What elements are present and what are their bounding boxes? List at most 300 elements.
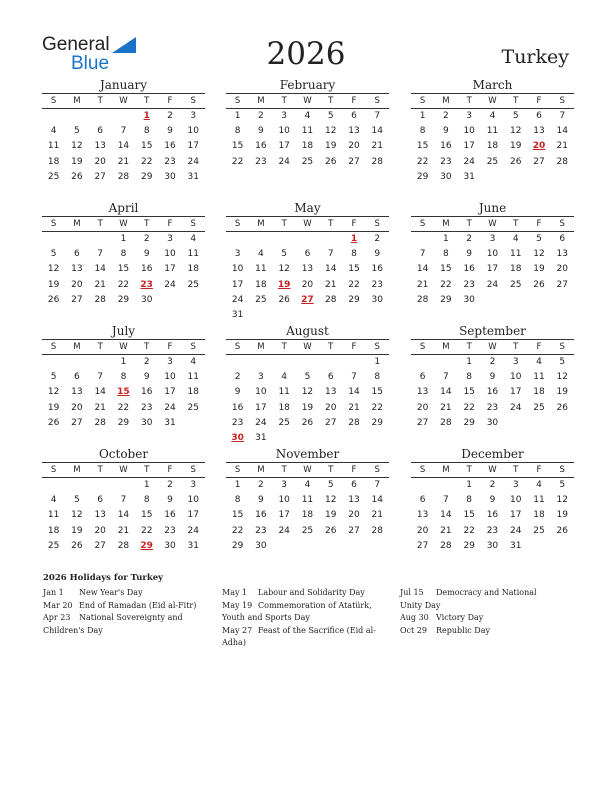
day-cell: 20 <box>94 525 106 536</box>
day-cell: 10 <box>463 126 475 137</box>
empty-day-cell <box>249 355 272 370</box>
week-row <box>411 155 574 170</box>
day-cell: 17 <box>255 402 267 413</box>
day-cell: 26 <box>556 402 568 413</box>
day-cell: 22 <box>140 525 153 536</box>
weekday-label: W <box>488 219 497 229</box>
week-row <box>226 278 389 293</box>
day-cell: 22 <box>440 279 452 290</box>
day-cell: 19 <box>556 510 568 521</box>
weekday-label: T <box>144 219 150 229</box>
week-row <box>411 385 574 400</box>
day-cell: 4 <box>536 480 542 490</box>
day-cell: 30 <box>371 294 383 305</box>
day-cell: 21 <box>117 156 130 167</box>
day-cell: 13 <box>533 126 545 137</box>
day-cell: 7 <box>419 249 426 260</box>
day-cell: 20 <box>324 402 337 413</box>
month-april <box>42 201 205 308</box>
week-row <box>226 385 389 400</box>
week-row <box>411 524 574 539</box>
day-cell: 7 <box>120 495 127 506</box>
day-cell: 21 <box>556 141 568 152</box>
day-cell: 28 <box>94 294 106 305</box>
day-cell: 14 <box>117 510 130 521</box>
day-cell: 5 <box>559 357 566 367</box>
empty-day-cell <box>182 416 205 431</box>
day-cell: 27 <box>94 540 106 551</box>
day-cell: 12 <box>533 249 545 260</box>
day-cell: 4 <box>281 372 288 383</box>
empty-day-cell <box>89 478 112 493</box>
day-cell: 16 <box>255 141 267 152</box>
day-cell: 13 <box>416 387 429 398</box>
holiday-item-date: Mar 20 <box>43 600 73 610</box>
week-row <box>42 385 205 400</box>
week-row <box>411 170 574 185</box>
day-cell: 26 <box>301 417 314 428</box>
day-cell: 3 <box>489 234 496 244</box>
empty-day-cell <box>273 308 296 323</box>
day-cell: 22 <box>348 279 360 290</box>
day-cell: 4 <box>304 480 311 490</box>
holiday-item-date: Jul 15 <box>400 588 424 597</box>
empty-day-cell <box>319 355 342 370</box>
day-cell: 15 <box>348 264 360 275</box>
day-cell: 14 <box>94 264 106 275</box>
empty-day-cell <box>434 355 457 370</box>
week-row <box>226 355 389 370</box>
holiday-item <box>400 625 560 638</box>
weekday-label: W <box>488 342 497 352</box>
empty-day-cell <box>296 539 319 554</box>
week-row <box>411 232 574 247</box>
day-cell: 10 <box>187 495 199 506</box>
day-cell: 25 <box>255 294 267 305</box>
empty-day-cell <box>366 431 389 446</box>
day-cell: 14 <box>371 126 383 137</box>
weekday-label: S <box>419 342 426 352</box>
day-cell: 4 <box>190 357 197 367</box>
week-row <box>411 401 574 416</box>
day-cell: 9 <box>258 126 264 137</box>
day-cell: 16 <box>140 264 153 275</box>
day-cell: 28 <box>371 525 383 536</box>
week-row <box>411 416 574 431</box>
day-cell: 10 <box>278 126 290 137</box>
day-cell: 28 <box>371 156 383 167</box>
day-cell: 22 <box>117 402 130 413</box>
week-row <box>411 508 574 523</box>
day-cell: 27 <box>533 156 545 167</box>
day-cell: 12 <box>47 387 60 398</box>
holiday-item-date: May 19 <box>222 600 253 610</box>
weekday-label: T <box>144 96 150 106</box>
day-cell: 27 <box>416 540 429 551</box>
day-cell: 30 <box>486 417 499 428</box>
day-cell: 19 <box>71 156 83 167</box>
week-row <box>411 539 574 554</box>
day-cell: 21 <box>440 402 452 413</box>
day-cell: 4 <box>50 126 57 137</box>
day-cell: 22 <box>463 525 475 536</box>
holiday-item <box>43 587 203 600</box>
holiday-item <box>222 625 382 650</box>
day-cell: 20 <box>416 402 429 413</box>
day-cell: 2 <box>234 372 241 383</box>
weekday-label: S <box>234 96 241 106</box>
day-cell: 1 <box>120 357 127 367</box>
day-cell: 1 <box>374 357 381 367</box>
day-cell: 4 <box>304 111 311 121</box>
empty-day-cell <box>42 109 65 124</box>
holiday-item <box>43 600 203 613</box>
day-cell: 5 <box>327 480 334 490</box>
week-row <box>411 355 574 370</box>
day-cell: 13 <box>348 126 360 137</box>
month-title: May <box>294 201 321 215</box>
month-title: January <box>99 78 148 92</box>
day-cell: 28 <box>440 417 452 428</box>
month-august <box>226 324 389 446</box>
day-cell: 10 <box>255 387 267 398</box>
weekday-header <box>226 217 389 232</box>
day-cell: 2 <box>258 111 264 121</box>
day-cell: 14 <box>556 126 568 137</box>
day-cell: 26 <box>509 156 522 167</box>
weekday-label: S <box>190 342 196 352</box>
day-cell: 13 <box>324 387 337 398</box>
day-cell: 31 <box>164 417 176 428</box>
day-cell: 11 <box>187 372 199 383</box>
day-cell: 16 <box>231 402 244 413</box>
month-december <box>411 447 574 554</box>
day-cell: 11 <box>255 264 267 275</box>
day-cell: 3 <box>512 357 519 367</box>
day-cell: 12 <box>71 510 83 521</box>
day-cell: 18 <box>278 402 290 413</box>
empty-day-cell <box>319 232 342 247</box>
day-cell: 5 <box>281 249 288 260</box>
day-cell: 24 <box>463 156 475 167</box>
weekday-label: T <box>466 96 472 106</box>
weekday-label: T <box>281 465 287 475</box>
weekday-label: T <box>513 219 519 229</box>
day-cell: 22 <box>371 402 383 413</box>
month-march <box>411 78 574 185</box>
day-cell: 16 <box>486 387 499 398</box>
day-cell: 29 <box>231 540 244 551</box>
day-cell: 25 <box>486 156 499 167</box>
day-cell: 7 <box>374 111 381 121</box>
day-cell: 12 <box>324 126 337 137</box>
weekday-label: S <box>419 96 426 106</box>
day-cell: 30 <box>164 540 176 551</box>
empty-day-cell <box>42 355 65 370</box>
weekday-label: S <box>190 465 196 475</box>
week-row <box>42 416 205 431</box>
day-cell: 26 <box>556 525 568 536</box>
day-cell: 18 <box>47 525 60 536</box>
holiday-date: 29 <box>140 540 153 551</box>
day-cell: 6 <box>97 495 104 506</box>
empty-day-cell <box>65 109 88 124</box>
day-cell: 7 <box>97 249 104 260</box>
month-days-grid <box>226 216 389 323</box>
week-row <box>226 262 389 277</box>
day-cell: 14 <box>416 264 429 275</box>
month-days-grid <box>226 462 389 554</box>
month-february <box>226 78 389 170</box>
country-title: Turkey <box>501 46 569 68</box>
day-cell: 8 <box>466 495 473 506</box>
weekday-label: M <box>257 342 265 352</box>
empty-day-cell <box>273 539 296 554</box>
day-cell: 21 <box>371 510 383 521</box>
day-cell: 6 <box>419 372 426 383</box>
weekday-label: T <box>328 96 334 106</box>
day-cell: 4 <box>512 234 519 244</box>
month-days-grid <box>411 216 574 308</box>
day-cell: 11 <box>47 141 60 152</box>
day-cell: 31 <box>255 432 267 443</box>
weekday-label: T <box>97 465 103 475</box>
weekday-label: T <box>281 219 287 229</box>
empty-day-cell <box>551 293 574 308</box>
empty-day-cell <box>296 355 319 370</box>
day-cell: 9 <box>489 372 496 383</box>
week-row <box>226 155 389 170</box>
holiday-item-date: Oct 29 <box>400 625 427 635</box>
weekday-label: S <box>374 342 380 352</box>
empty-day-cell <box>342 431 365 446</box>
day-cell: 16 <box>164 510 176 521</box>
day-cell: 4 <box>536 357 542 367</box>
day-cell: 3 <box>167 357 173 367</box>
week-row <box>226 109 389 124</box>
day-cell: 25 <box>47 171 60 182</box>
day-cell: 8 <box>143 126 150 137</box>
weekday-label: M <box>442 96 450 106</box>
holiday-item-name: Democracy and National Unity Day <box>400 588 537 610</box>
day-cell: 25 <box>533 402 545 413</box>
day-cell: 5 <box>74 126 80 137</box>
day-cell: 5 <box>559 480 566 490</box>
empty-day-cell <box>527 293 550 308</box>
day-cell: 16 <box>255 510 267 521</box>
day-cell: 10 <box>187 126 199 137</box>
day-cell: 9 <box>466 249 473 260</box>
weekday-label: F <box>167 96 173 106</box>
day-cell: 12 <box>509 126 522 137</box>
empty-day-cell <box>226 232 249 247</box>
month-september <box>411 324 574 431</box>
week-row <box>226 232 389 247</box>
day-cell: 17 <box>486 264 499 275</box>
day-cell: 27 <box>324 417 337 428</box>
day-cell: 27 <box>71 417 83 428</box>
day-cell: 8 <box>419 126 426 137</box>
day-cell: 10 <box>164 372 176 383</box>
day-cell: 20 <box>416 525 429 536</box>
day-cell: 8 <box>466 372 473 383</box>
day-cell: 2 <box>258 480 264 490</box>
holiday-item-date: Aug 30 <box>400 613 429 623</box>
weekday-header <box>42 94 205 109</box>
day-cell: 30 <box>486 540 499 551</box>
holiday-item <box>222 587 382 600</box>
holiday-date: 20 <box>532 141 546 152</box>
day-cell: 13 <box>556 249 568 260</box>
month-days-grid <box>411 93 574 185</box>
weekday-label: T <box>97 96 103 106</box>
day-cell: 7 <box>559 111 566 121</box>
empty-day-cell <box>273 431 296 446</box>
week-row <box>42 139 205 154</box>
holiday-item <box>222 600 382 625</box>
month-title: August <box>286 324 329 338</box>
day-cell: 1 <box>234 111 241 121</box>
day-cell: 19 <box>71 525 83 536</box>
day-cell: 13 <box>71 387 83 398</box>
weekday-header <box>42 463 205 478</box>
empty-day-cell <box>366 539 389 554</box>
month-days-grid <box>226 339 389 446</box>
day-cell: 15 <box>231 141 244 152</box>
day-cell: 8 <box>374 372 381 383</box>
empty-day-cell <box>411 355 434 370</box>
day-cell: 11 <box>301 495 314 506</box>
day-cell: 21 <box>94 279 106 290</box>
week-row <box>226 524 389 539</box>
day-cell: 13 <box>94 141 106 152</box>
empty-day-cell <box>42 478 65 493</box>
empty-day-cell <box>366 308 389 323</box>
weekday-label: W <box>119 342 128 352</box>
weekday-label: S <box>419 219 426 229</box>
day-cell: 25 <box>187 402 199 413</box>
week-row <box>42 539 205 554</box>
weekday-label: T <box>328 342 334 352</box>
day-cell: 15 <box>463 510 475 521</box>
day-cell: 5 <box>512 111 519 121</box>
day-cell: 30 <box>140 417 153 428</box>
day-cell: 20 <box>556 264 568 275</box>
day-cell: 7 <box>327 249 334 260</box>
week-row <box>226 478 389 493</box>
empty-day-cell <box>273 232 296 247</box>
day-cell: 12 <box>71 141 83 152</box>
day-cell: 4 <box>258 249 264 260</box>
day-cell: 23 <box>463 279 475 290</box>
day-cell: 4 <box>489 111 496 121</box>
day-cell: 21 <box>348 402 360 413</box>
day-cell: 23 <box>164 156 176 167</box>
weekday-label: S <box>559 219 565 229</box>
day-cell: 15 <box>117 264 130 275</box>
holiday-item-name: Labour and Solidarity Day <box>258 588 365 597</box>
day-cell: 8 <box>120 249 127 260</box>
day-cell: 18 <box>187 387 199 398</box>
weekday-header <box>226 463 389 478</box>
day-cell: 23 <box>140 402 153 413</box>
month-title: September <box>459 324 526 338</box>
day-cell: 26 <box>278 294 290 305</box>
day-cell: 1 <box>120 234 127 244</box>
day-cell: 25 <box>278 417 290 428</box>
day-cell: 28 <box>416 294 429 305</box>
weekday-label: F <box>167 342 173 352</box>
day-cell: 24 <box>164 402 176 413</box>
week-row <box>226 431 389 446</box>
weekday-header <box>226 340 389 355</box>
day-cell: 16 <box>371 264 383 275</box>
day-cell: 14 <box>440 510 452 521</box>
day-cell: 29 <box>140 171 153 182</box>
weekday-label: S <box>190 219 196 229</box>
day-cell: 20 <box>348 510 360 521</box>
day-cell: 6 <box>419 495 426 506</box>
day-cell: 29 <box>440 294 452 305</box>
empty-day-cell <box>296 308 319 323</box>
day-cell: 16 <box>440 141 452 152</box>
day-cell: 2 <box>167 480 173 490</box>
weekday-label: M <box>257 465 265 475</box>
empty-day-cell <box>411 232 434 247</box>
week-row <box>226 293 389 308</box>
day-cell: 24 <box>278 156 290 167</box>
day-cell: 4 <box>50 495 57 506</box>
day-cell: 6 <box>351 111 357 121</box>
day-cell: 28 <box>324 294 337 305</box>
day-cell: 26 <box>324 525 337 536</box>
holiday-column <box>400 587 560 637</box>
day-cell: 28 <box>117 540 130 551</box>
day-cell: 3 <box>190 480 197 490</box>
day-cell: 13 <box>348 495 360 506</box>
week-row <box>411 478 574 493</box>
weekday-label: W <box>488 465 497 475</box>
day-cell: 16 <box>140 387 153 398</box>
holiday-item-date: Apr 23 <box>43 613 71 623</box>
empty-day-cell <box>481 170 504 185</box>
day-cell: 2 <box>167 111 173 121</box>
week-row <box>226 539 389 554</box>
week-row <box>411 247 574 262</box>
week-row <box>42 355 205 370</box>
weekday-label: M <box>73 96 81 106</box>
holiday-item-name: New Year's Day <box>79 588 143 597</box>
weekday-label: T <box>97 342 103 352</box>
day-cell: 18 <box>509 264 522 275</box>
day-cell: 14 <box>371 495 383 506</box>
day-cell: 11 <box>533 495 545 506</box>
day-cell: 22 <box>416 156 429 167</box>
weekday-label: T <box>328 465 334 475</box>
day-cell: 18 <box>486 141 499 152</box>
weekday-label: W <box>119 96 128 106</box>
weekday-label: T <box>513 96 519 106</box>
weekday-label: S <box>374 96 380 106</box>
month-days-grid <box>42 339 205 431</box>
holiday-date: 23 <box>140 279 153 290</box>
day-cell: 31 <box>187 171 199 182</box>
day-cell: 15 <box>140 141 153 152</box>
month-january <box>42 78 205 185</box>
weekday-label: T <box>466 342 472 352</box>
day-cell: 15 <box>463 387 475 398</box>
day-cell: 7 <box>443 495 449 506</box>
